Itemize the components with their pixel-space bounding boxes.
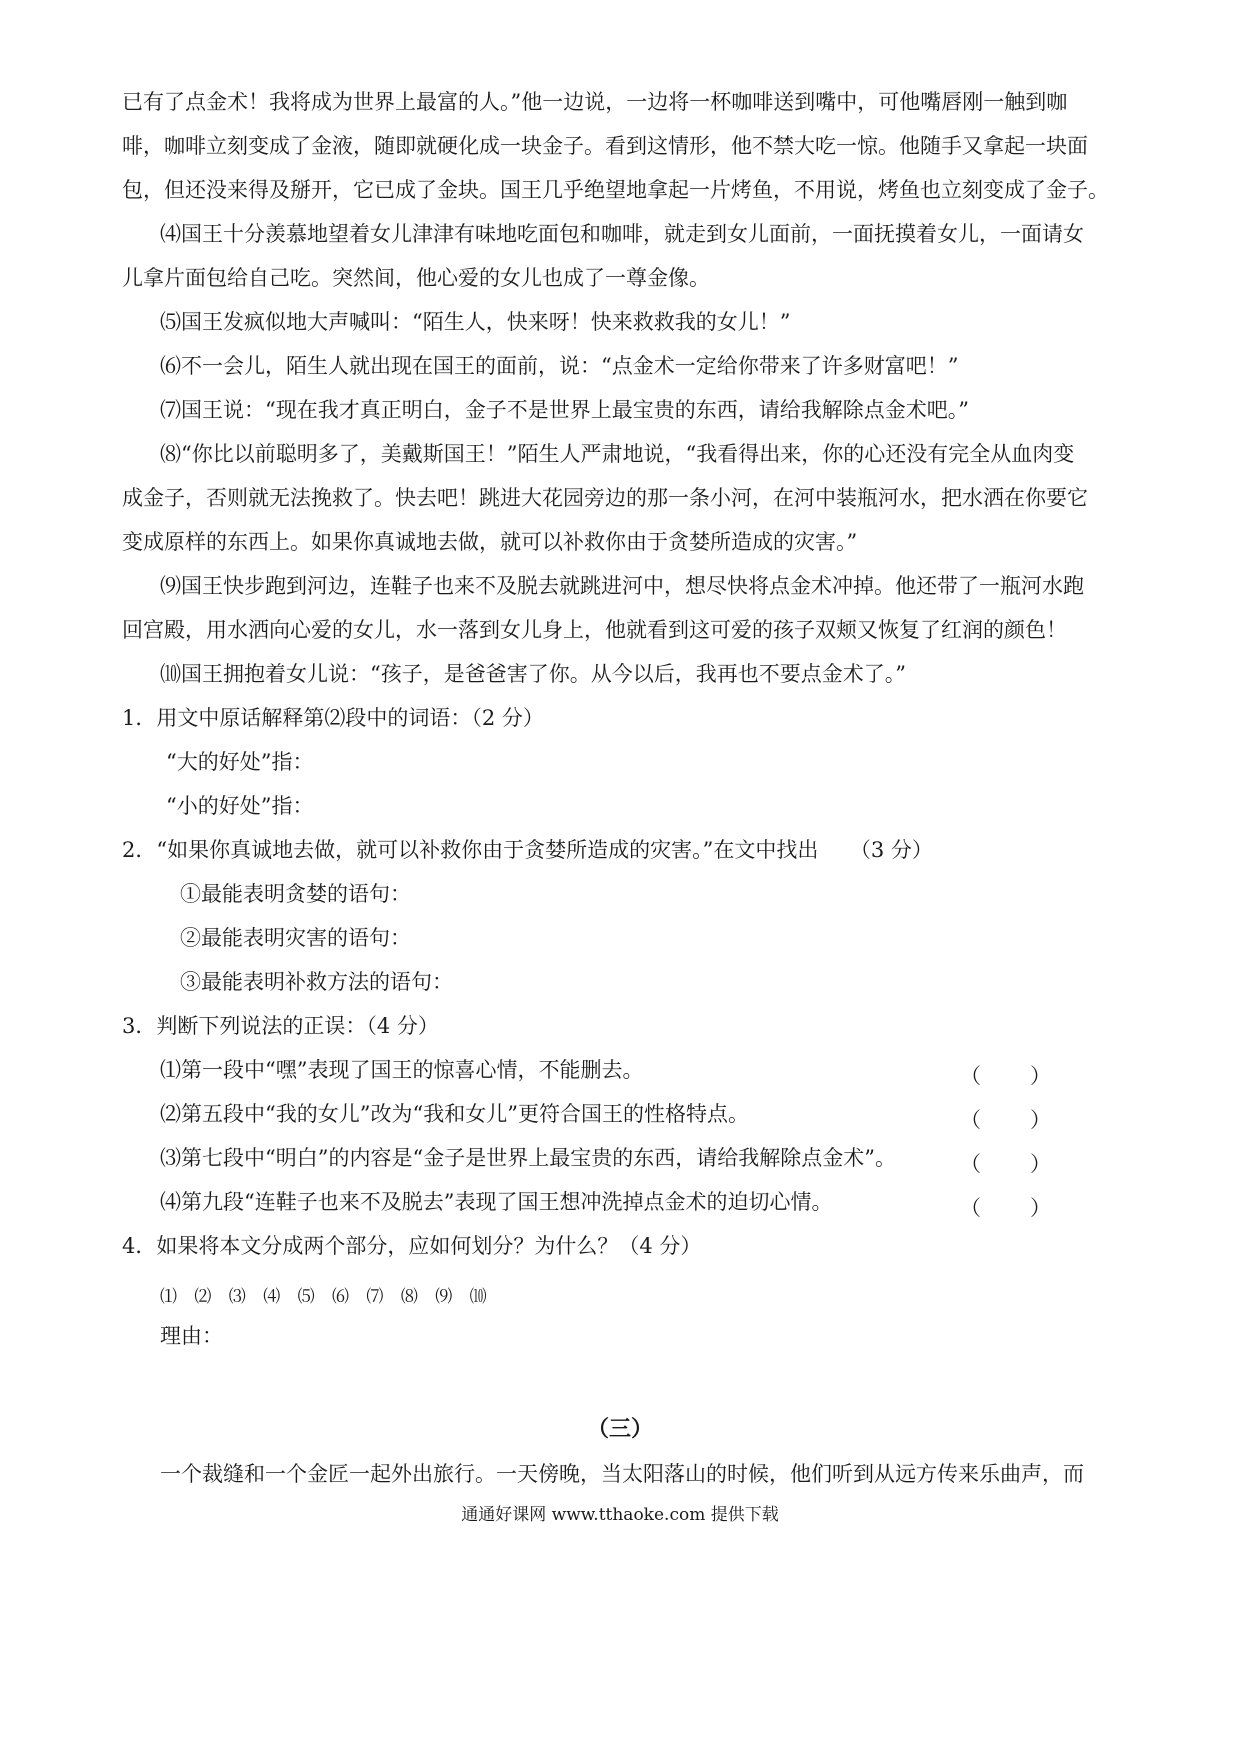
story-line: 变成原样的东西上。如果你真诚地去做，就可以补救你由于贪婪所造成的灾害。” [122,530,858,554]
section-3-title: （三） [586,1416,653,1442]
story-line: ⑸国王发疯似地大声喊叫：“陌生人，快来呀！快来救救我的女儿！” [160,310,791,334]
question-3-statement-1: ⑴第一段中“嘿”表现了国王的惊喜心情，不能删去。 [160,1058,644,1082]
story-line: 包，但还没来得及掰开，它已成了金块。国王几乎绝望地拿起一片烤鱼，不用说，烤鱼也立刻变成了金子。 [122,178,1109,202]
answer-blank-1[interactable]: （ ） [960,1064,1065,1088]
story-line: 回宫殿，用水洒向心爱的女儿，水一落到女儿身上，他就看到这可爱的孩子双颊又恢复了红润的颜色！ [122,618,1067,642]
story-line: ⑻“你比以前聪明多了，美戴斯国王！”陌生人严肃地说，“我看得出来，你的心还没有完全从血肉变 [160,442,1075,466]
question-3-statement-3: ⑶第七段中“明白”的内容是“金子是世界上最宝贵的东西，请给我解除点金术”。 [160,1146,896,1170]
question-4-title: 4．如果将本文分成两个部分，应如何划分？为什么？（4 分） [122,1234,702,1258]
question-3-title: 3．判断下列说法的正误：（4 分） [122,1014,439,1038]
story-line: 啡，咖啡立刻变成了金液，随即就硬化成一块金子。看到这情形，他不禁大吃一惊。他随手又拿起一块面 [122,134,1088,158]
answer-blank-2[interactable]: （ ） [960,1108,1065,1132]
question-2-title: 2．“如果你真诚地去做，就可以补救你由于贪婪所造成的灾害。”在文中找出 （3 分） [122,838,933,862]
question-2-item-b: ②最能表明灾害的语句： [180,926,411,950]
question-2-item-a: ①最能表明贪婪的语句： [180,882,411,906]
story-line: ⑹不一会儿，陌生人就出现在国王的面前，说：“点金术一定给你带来了许多财富吧！” [160,354,959,378]
story-line: 已有了点金术！我将成为世界上最富的人。”他一边说，一边将一杯咖啡送到嘴中，可他嘴唇刚一触到咖 [122,90,1068,114]
question-2-item-c: ③最能表明补救方法的语句： [180,970,453,994]
story-line: ⑷国王十分羡慕地望着女儿津津有味地吃面包和咖啡，就走到女儿面前，一面抚摸着女儿，一面请女 [160,222,1084,246]
story-line: 儿拿片面包给自己吃。突然间，他心爱的女儿也成了一尊金像。 [122,266,710,290]
answer-blank-3[interactable]: （ ） [960,1152,1065,1176]
question-4-reason-label: 理由： [160,1324,223,1348]
story-line: ⑼国王快步跑到河边，连鞋子也来不及脱去就跳进河中，想尽快将点金术冲掉。他还带了一瓶河水跑 [160,574,1084,598]
question-1-item-a: “大的好处”指： [166,750,314,774]
paragraph-number-list: ⑴ ⑵ ⑶ ⑷ ⑸ ⑹ ⑺ ⑻ ⑼ ⑽ [160,1287,487,1307]
question-1-item-b: “小的好处”指： [166,794,314,818]
story-line: 成金子，否则就无法挽救了。快去吧！跳进大花园旁边的那一条小河，在河中装瓶河水，把水洒在你要它 [122,486,1088,510]
question-3-statement-2: ⑵第五段中“我的女儿”改为“我和女儿”更符合国王的性格特点。 [160,1102,749,1126]
answer-blank-4[interactable]: （ ） [960,1196,1065,1220]
story-line: ⑽国王拥抱着女儿说：“孩子，是爸爸害了你。从今以后，我再也不要点金术了。” [160,662,906,686]
question-1-title: 1．用文中原话解释第⑵段中的词语：（2 分） [122,706,544,730]
story-line: ⑺国王说：“现在我才真正明白，金子不是世界上最宝贵的东西，请给我解除点金术吧。” [160,398,969,422]
section-3-first-line: 一个裁缝和一个金匠一起外出旅行。一天傍晚，当太阳落山的时候，他们听到从远方传来乐曲声，而 [160,1462,1084,1486]
question-3-statement-4: ⑷第九段“连鞋子也来不及脱去”表现了国王想冲洗掉点金术的迫切心情。 [160,1190,833,1214]
footer-credit: 通通好课网 www.tthaoke.com 提供下载 [461,1505,779,1525]
